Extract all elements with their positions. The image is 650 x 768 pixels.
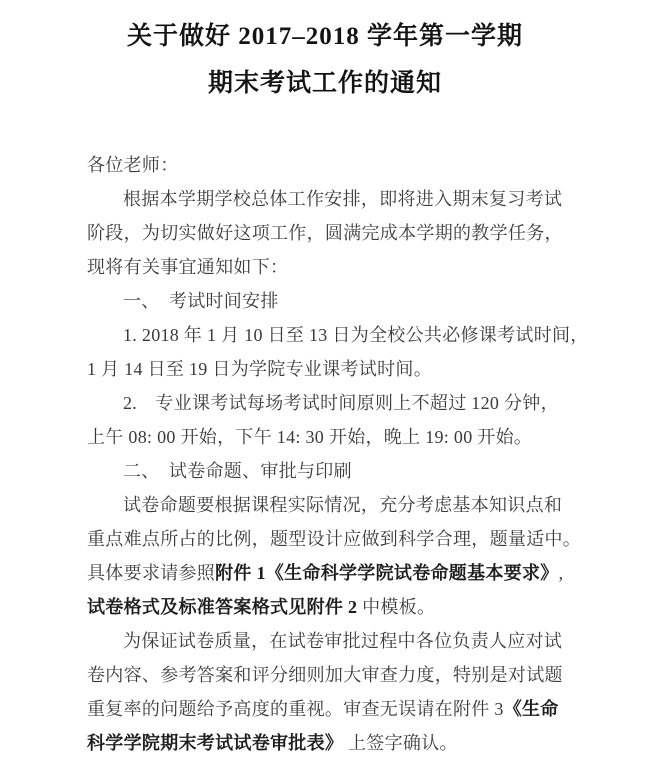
body-text-segment: 根据本学期学校总体工作安排，即将进入期末复习考试 <box>123 189 563 209</box>
bold-text-segment: 附件 1《生命科学学院试卷命题基本要求》 <box>215 563 559 583</box>
title-line-1: 关于做好 2017–2018 学年第一学期 <box>126 23 523 50</box>
document-line <box>87 250 607 284</box>
document-line <box>87 386 607 420</box>
body-text-segment: , <box>558 563 564 583</box>
body-text-segment: 重复率的问题给予高度的重视。审查无误请在附件 3 <box>87 699 504 719</box>
body-text-segment: 为保证试卷质量，在试卷审批过程中各位负责人应对试 <box>123 631 563 651</box>
body-text-segment: 具体要求请参照 <box>87 563 216 583</box>
body-text-segment: 卷内容、参考答案和评分细则加大审查力度，特别是对试题 <box>87 665 563 685</box>
document-line <box>87 216 607 250</box>
body-text-segment: 上午 08: 00 开始，下午 14: 30 开始，晚上 19: 00 开始。 <box>87 427 533 447</box>
document-line <box>87 726 607 760</box>
title-line-2: 期末考试工作的通知 <box>207 70 442 97</box>
body-text-segment: 1 月 14 日至 19 日为学院专业课考试时间。 <box>87 359 432 379</box>
document-title <box>0 13 650 107</box>
document-line <box>87 148 607 182</box>
document-line <box>87 692 607 726</box>
document-line <box>87 420 607 454</box>
body-text-segment: 二、 试卷命题、审批与印刷 <box>123 461 352 481</box>
body-text-segment: 现将有关事宜通知如下： <box>87 257 289 277</box>
document-line <box>87 590 607 624</box>
bold-text-segment: 《生命 <box>503 699 559 719</box>
bold-text-segment: 试卷格式及标准答案格式见附件 2 <box>87 597 358 617</box>
document-line <box>87 658 607 692</box>
document-line <box>87 352 607 386</box>
document-line <box>87 556 607 590</box>
document-body <box>87 148 607 760</box>
body-text-segment: 一、 考试时间安排 <box>123 291 279 311</box>
body-text-segment: 试卷命题要根据课程实际情况，充分考虑基本知识点和 <box>123 495 563 515</box>
document-line <box>87 284 607 318</box>
document-line <box>87 454 607 488</box>
document-line <box>87 318 607 352</box>
body-text-segment: 上签字确认。 <box>343 733 458 753</box>
document-line <box>87 182 607 216</box>
bold-text-segment: 科学学院期末考试试卷审批表》 <box>87 733 344 753</box>
document-line <box>87 488 607 522</box>
body-text-segment: 2. 专业课考试每场考试时间原则上不超过 120 分钟， <box>123 393 559 413</box>
body-text-segment: 中模板。 <box>357 597 436 617</box>
body-text-segment: 重点难点所占的比例，题型设计应做到科学合理，题量适中。 <box>87 529 582 549</box>
body-text-segment: 各位老师： <box>87 155 179 175</box>
body-text-segment: 1. 2018 年 1 月 10 日至 13 日为全校公共必修课考试时间， <box>123 325 589 345</box>
document-line <box>87 624 607 658</box>
document-line <box>87 522 607 556</box>
body-text-segment: 阶段，为切实做好这项工作，圆满完成本学期的教学任务， <box>87 223 563 243</box>
